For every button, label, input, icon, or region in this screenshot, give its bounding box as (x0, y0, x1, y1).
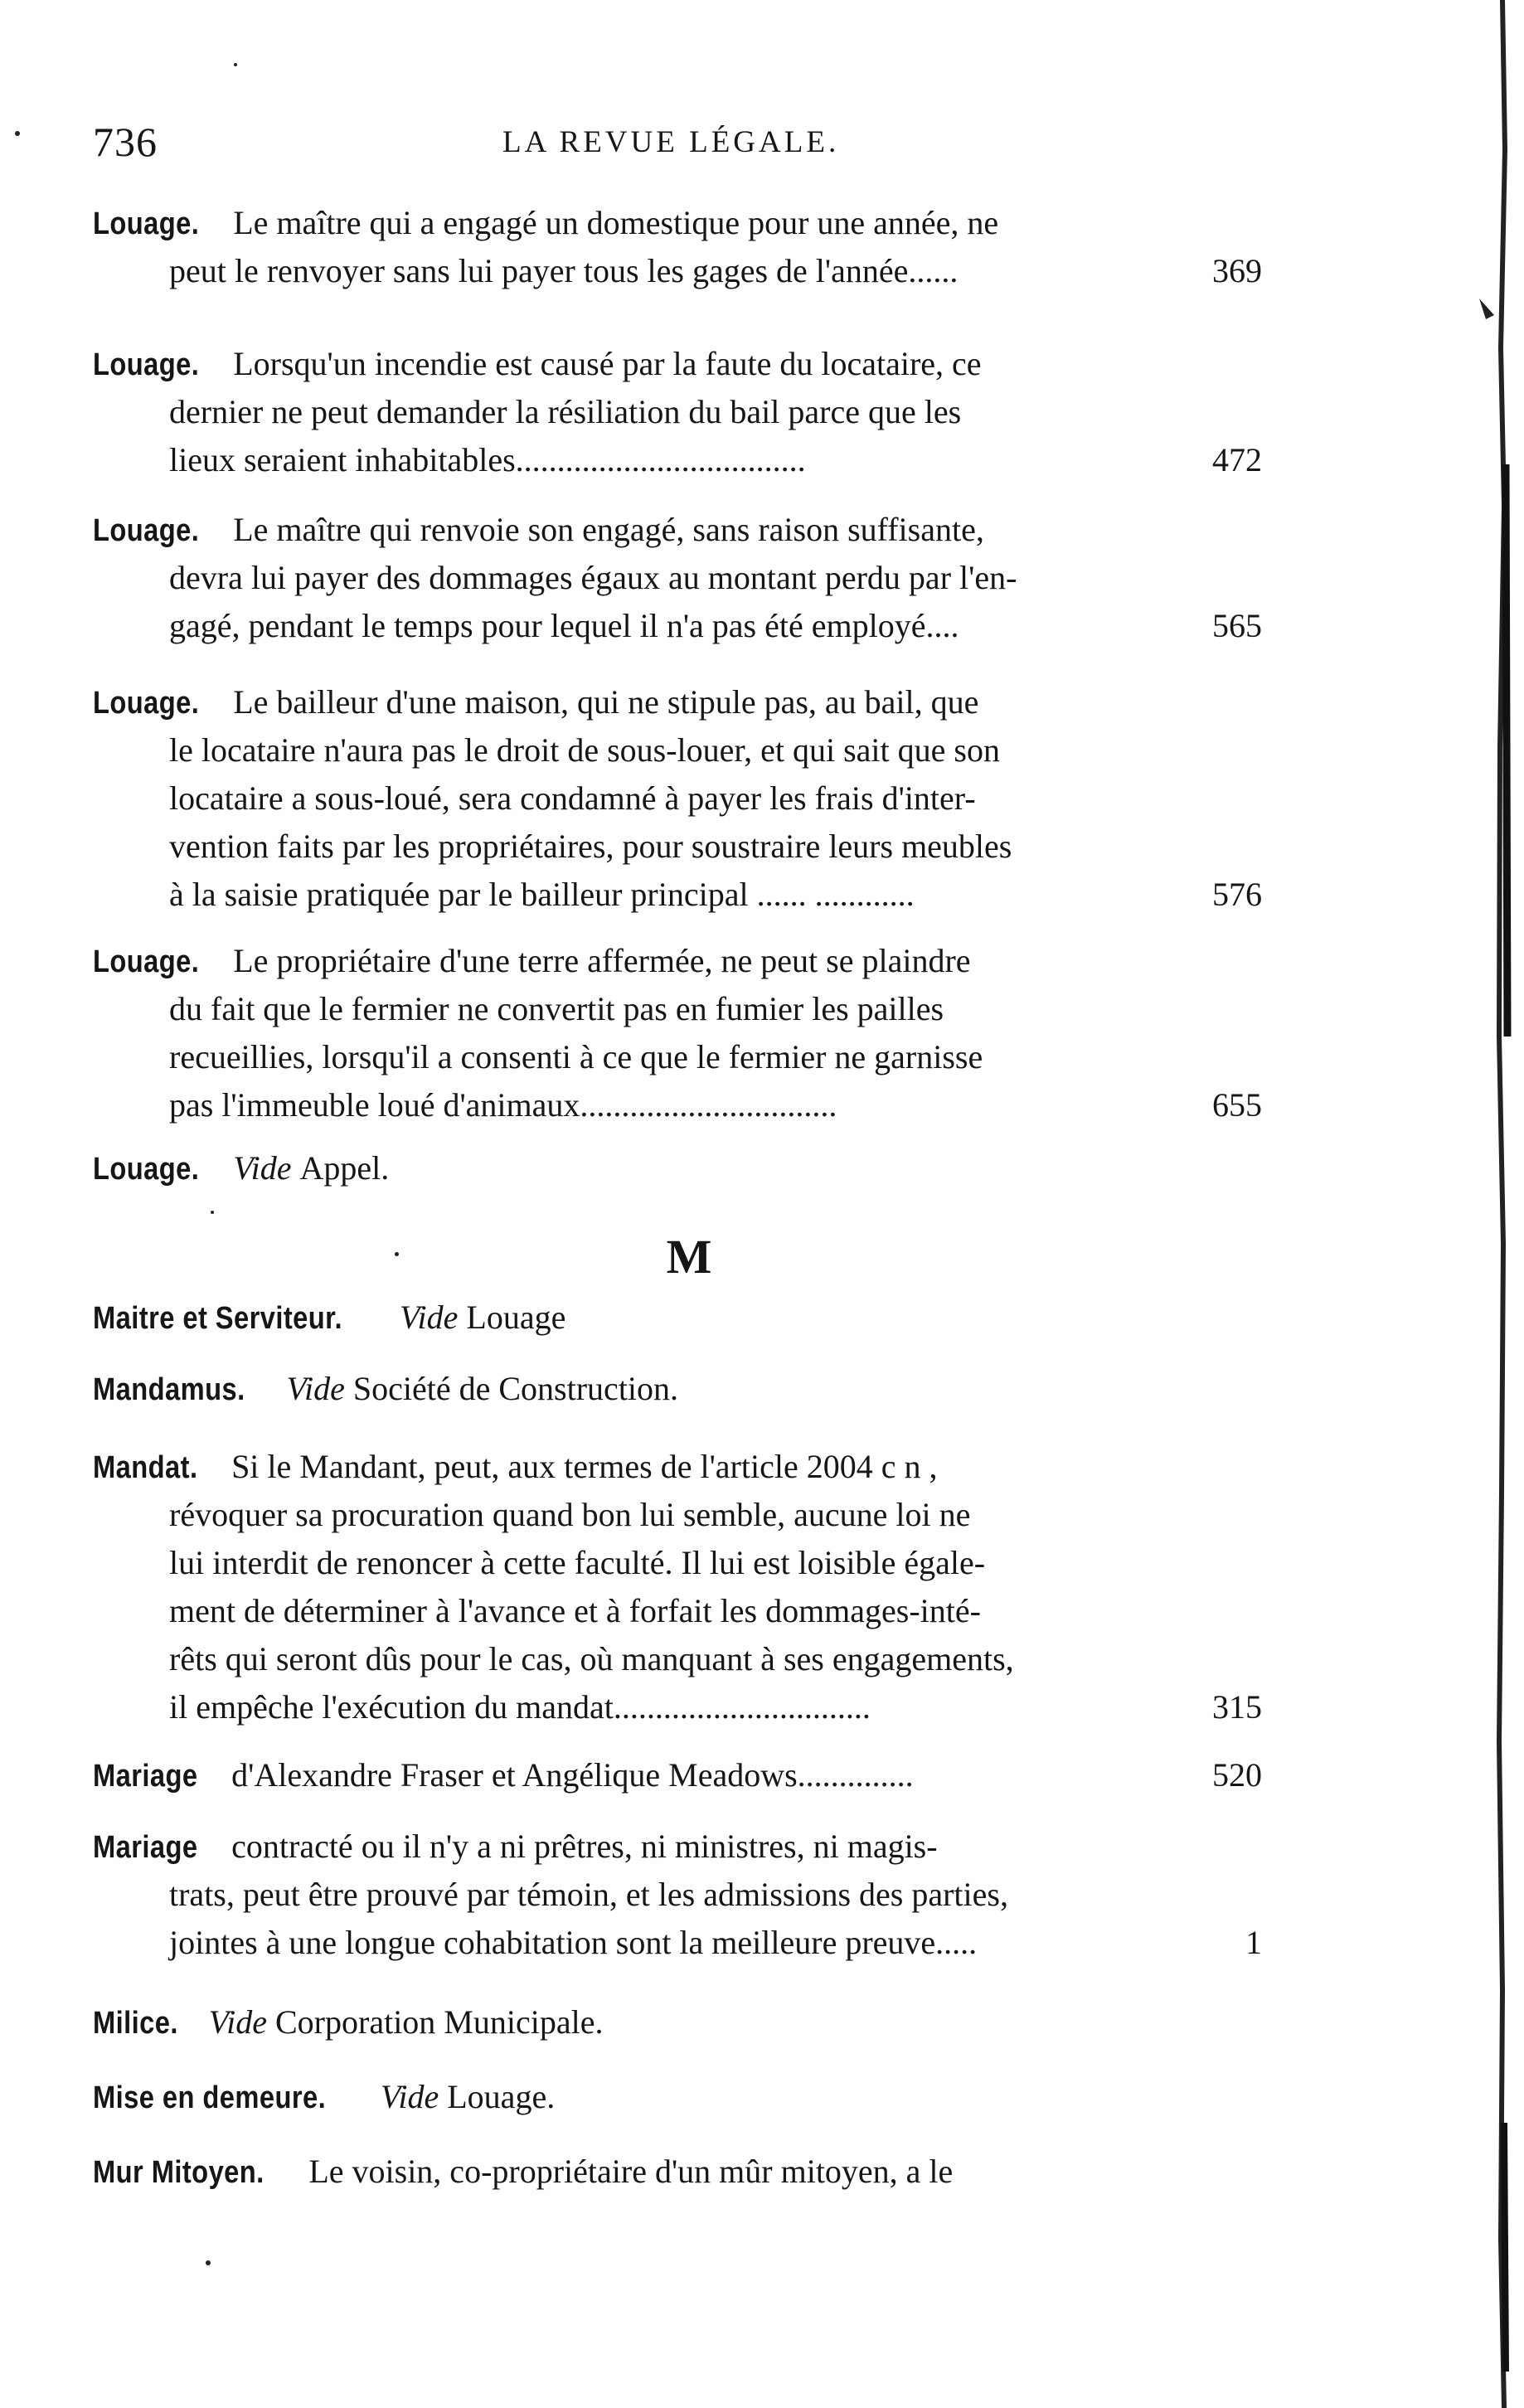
entry-line (93, 2148, 1262, 2196)
entry-text: lui interdit de renoncer à cette faculté. Il lui est loisible égale- (169, 1544, 986, 1581)
index-entry (93, 340, 1262, 484)
entry-line (93, 1751, 1262, 1799)
margin-mark (395, 1252, 399, 1256)
entry-line (93, 823, 1262, 871)
entry-headword: Mandamus. (93, 1372, 245, 1407)
index-entry (93, 1998, 1262, 2046)
entry-line (93, 1443, 1262, 1491)
entry-line (93, 1491, 1262, 1539)
entry-text: Le maître qui a engagé un domestique pour une année, ne (233, 204, 999, 241)
margin-mark (234, 63, 237, 66)
section-letter-heading: M (666, 1230, 711, 1284)
scanned-page-edge (1469, 0, 1524, 2408)
entry-headword: Mandat. (93, 1450, 198, 1485)
entry-text: lieux seraient inhabitables................................... (169, 441, 806, 478)
entry-text: devra lui payer des dommages égaux au montant perdu par l'en- (169, 559, 1017, 596)
entry-line (93, 1081, 1262, 1129)
entry-text: Louage (466, 1299, 566, 1336)
page-reference: 315 (1212, 1688, 1262, 1726)
page-number: 736 (93, 119, 158, 165)
entry-line (93, 1539, 1262, 1587)
entry-line (93, 1033, 1262, 1081)
entry-text: Si le Mandant, peut, aux termes de l'article 2004 c n , (231, 1448, 938, 1485)
entry-text: ment de déterminer à l'avance et à forfait les dommages-inté- (169, 1592, 981, 1629)
entry-line (93, 985, 1262, 1033)
entry-line (93, 1294, 1262, 1342)
entry-line (93, 602, 1262, 650)
index-entry (93, 1144, 1262, 1192)
page-reference: 1 (1245, 1924, 1262, 1961)
entry-line (93, 1871, 1262, 1919)
vide-cross-reference: Vide (400, 1299, 467, 1336)
index-entry (93, 506, 1262, 650)
entry-text: il empêche l'exécution du mandat............................... (169, 1688, 871, 1726)
entry-text: Corporation Municipale. (275, 2003, 604, 2041)
entry-text: d'Alexandre Fraser et Angélique Meadows.............. (231, 1756, 914, 1794)
entry-line (93, 247, 1262, 295)
entry-line (93, 678, 1262, 726)
running-head: LA REVUE LÉGALE. (502, 125, 840, 159)
margin-mark (15, 131, 20, 136)
index-entry (93, 1443, 1262, 1731)
entry-text: Le bailleur d'une maison, qui ne stipule pas, au bail, que (233, 683, 979, 721)
entry-text: trats, peut être prouvé par témoin, et les admissions des parties, (169, 1876, 1008, 1913)
entry-text: Appel. (299, 1149, 390, 1187)
entry-text: recueillies, lorsqu'il a consenti à ce que le fermier ne garnisse (169, 1038, 983, 1075)
entry-line (93, 199, 1262, 247)
entry-text: du fait que le fermier ne convertit pas en fumier les pailles (169, 990, 944, 1027)
entry-text: vention faits par les propriétaires, pour soustraire leurs meubles (169, 828, 1012, 865)
entry-line (93, 726, 1262, 774)
entry-line (93, 1635, 1262, 1683)
entry-text: Lorsqu'un incendie est causé par la faute du locataire, ce (233, 345, 982, 382)
index-entry (93, 1294, 1262, 1342)
entry-text: à la saisie pratiquée par le bailleur principal ...... ............ (169, 876, 915, 913)
entry-line (93, 554, 1262, 602)
page-reference: 369 (1212, 252, 1262, 289)
page-reference: 520 (1212, 1756, 1262, 1794)
entry-text: Le voisin, co-propriétaire d'un mûr mitoyen, a le (308, 2153, 954, 2190)
entry-headword: Louage. (93, 1152, 200, 1187)
entry-line (93, 436, 1262, 484)
entry-text: peut le renvoyer sans lui payer tous les gages de l'année...... (169, 252, 959, 289)
page-reference: 655 (1212, 1086, 1262, 1124)
vide-cross-reference: Vide (380, 2078, 448, 2115)
entry-text: pas l'immeuble loué d'animaux............................... (169, 1086, 837, 1124)
entry-text: jointes à une longue cohabitation sont la meilleure preuve..... (169, 1924, 978, 1961)
margin-mark (211, 1211, 214, 1214)
entry-headword: Louage. (93, 944, 200, 979)
entry-headword: Milice. (93, 2006, 178, 2041)
entry-text: Le maître qui renvoie son engagé, sans raison suffisante, (233, 511, 984, 548)
entry-line (93, 871, 1262, 919)
entry-text: dernier ne peut demander la résiliation du bail parce que les (169, 393, 962, 430)
entry-line (93, 388, 1262, 436)
entry-text: Société de Construction. (352, 1370, 679, 1407)
entry-headword: Louage. (93, 206, 200, 241)
entry-line (93, 1144, 1262, 1192)
index-entry (93, 199, 1262, 295)
vide-cross-reference: Vide (233, 1149, 300, 1187)
entry-line (93, 1587, 1262, 1635)
index-entry (93, 1823, 1262, 1967)
index-entry (93, 937, 1262, 1129)
vide-cross-reference: Vide (286, 1370, 353, 1407)
entry-headword: Louage. (93, 513, 200, 548)
entry-line (93, 1365, 1262, 1413)
entry-line (93, 1823, 1262, 1871)
index-entry (93, 2148, 1262, 2196)
entry-headword: Louage. (93, 347, 200, 382)
entry-headword: Maitre et Serviteur. (93, 1301, 343, 1336)
page-reference: 472 (1212, 441, 1262, 478)
entry-line (93, 937, 1262, 985)
entry-headword: Mariage (93, 1759, 198, 1794)
entry-text: gagé, pendant le temps pour lequel il n'a pas été employé.... (169, 607, 959, 644)
entry-line (93, 1919, 1262, 1967)
entry-line (93, 340, 1262, 388)
entry-line (93, 1998, 1262, 2046)
index-entry (93, 678, 1262, 919)
index-entry (93, 1751, 1262, 1799)
page-reference: 576 (1212, 876, 1262, 913)
entry-line (93, 774, 1262, 823)
entry-line (93, 1683, 1262, 1731)
page-reference: 565 (1212, 607, 1262, 644)
entry-line (93, 506, 1262, 554)
entry-text: locataire a sous-loué, sera condamné à payer les frais d'inter- (169, 779, 976, 817)
entry-text: révoquer sa procuration quand bon lui semble, aucune loi ne (169, 1496, 971, 1533)
vide-cross-reference: Vide (208, 2003, 275, 2041)
entry-text: le locataire n'aura pas le droit de sous-louer, et qui sait que son (169, 731, 1000, 769)
entry-text: Le propriétaire d'une terre affermée, ne peut se plaindre (233, 942, 971, 979)
entry-headword: Mur Mitoyen. (93, 2155, 265, 2190)
margin-mark (206, 2260, 211, 2265)
entry-headword: Mise en demeure. (93, 2080, 327, 2115)
entry-headword: Louage. (93, 686, 200, 721)
entry-line (93, 2073, 1262, 2121)
entry-headword: Mariage (93, 1830, 198, 1865)
entry-text: Louage. (447, 2078, 556, 2115)
entry-text: rêts qui seront dûs pour le cas, où manquant à ses engagements, (169, 1640, 1014, 1677)
entry-text: contracté ou il n'y a ni prêtres, ni ministres, ni magis- (231, 1828, 938, 1865)
index-entry (93, 2073, 1262, 2121)
index-entry (93, 1365, 1262, 1413)
